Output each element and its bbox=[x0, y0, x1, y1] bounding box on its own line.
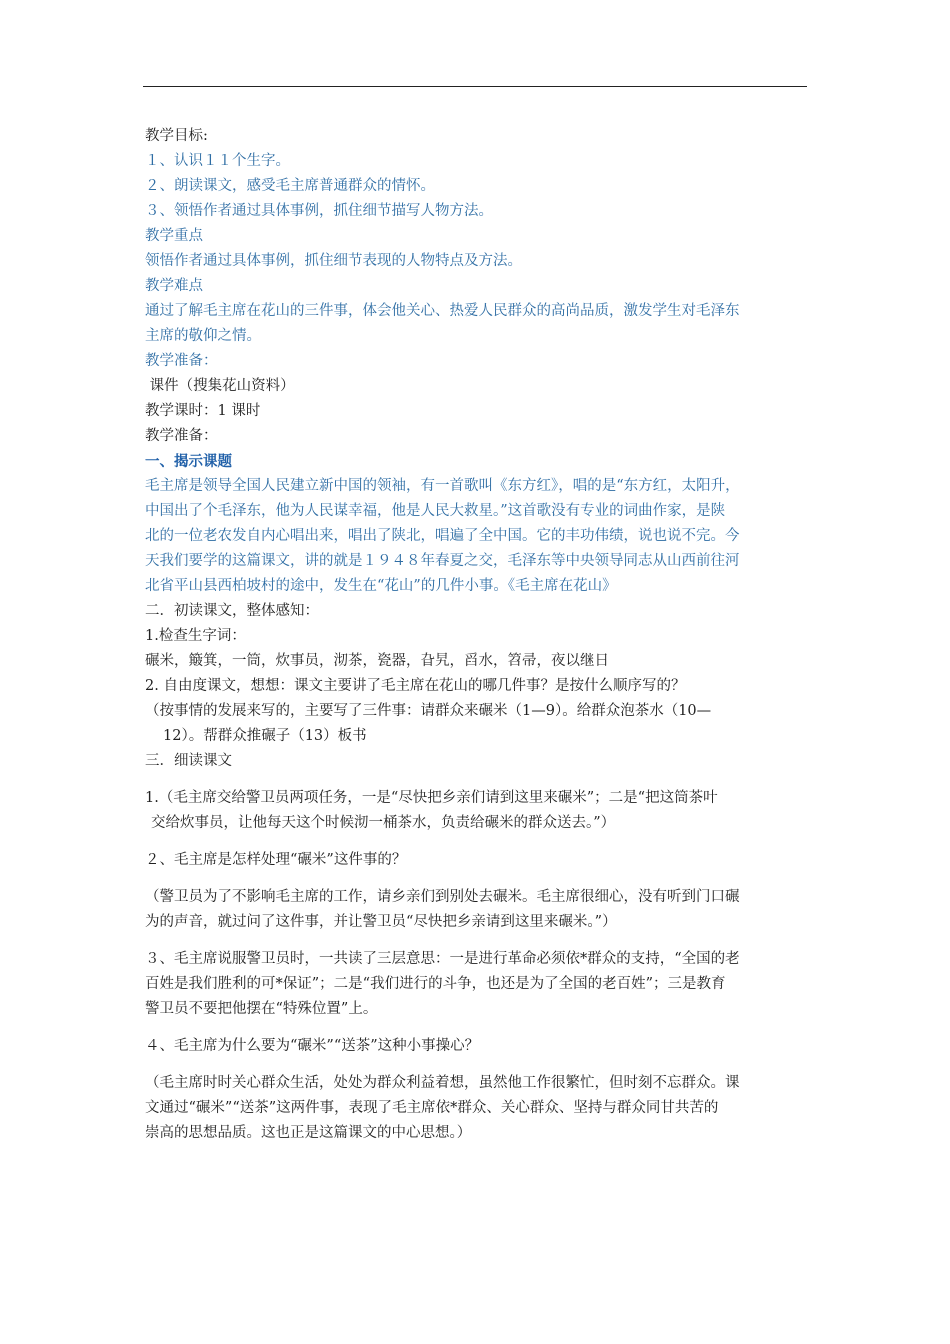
q4-text: ４、毛主席为什么要为“碾米”“送茶”这种小事操心？ bbox=[145, 1038, 480, 1054]
section1-paragraph-line: 毛主席是领导全国人民建立新中国的领袖，有一首歌叫《东方红》，唱的是“东方红，太阳升， bbox=[145, 478, 740, 494]
a2-text: 为的声音，就过问了这件事，并让警卫员“尽快把乡亲请到这里来碾米。”） bbox=[145, 914, 617, 930]
q1-text: 交给炊事员，让他每天这个时候沏一桶茶水，负责给碾米的群众送去。”） bbox=[151, 815, 616, 831]
q3-text: 警卫员不要把他摆在“特殊位置”上。 bbox=[145, 1001, 378, 1017]
section2-heading: 二．初读课文，整体感知： bbox=[145, 603, 319, 619]
section2-answer: （按事情的发展来写的，主要写了三件事：请群众来碾米（1—9）。给群众泡茶水（10— bbox=[145, 703, 712, 719]
section2-item1: 1.检查生字词： bbox=[145, 628, 246, 644]
section3-heading: 三．细读课文 bbox=[145, 753, 232, 769]
q3-text: ３、毛主席说服警卫员时，一共读了三层意思：一是进行革命必须依*群众的支持，“全国的老 bbox=[145, 951, 740, 967]
section1-paragraph-line: 天我们要学的这篇课文，讲的就是１９４８年春夏之交，毛泽东等中央领导同志从山西前往河 bbox=[145, 553, 740, 569]
section1-paragraph-line: 北的一位老农发自内心唱出来，唱出了陕北，唱遍了全中国。它的丰功伟绩，说也说不完。今 bbox=[145, 528, 740, 544]
difficulties-text: 主席的敬仰之情。 bbox=[145, 328, 261, 344]
a4-text: 文通过“碾米”“送茶”这两件事，表现了毛主席依*群众、关心群众、坚持与群众同甘共苦的 bbox=[145, 1100, 719, 1116]
q1-text: 1.（毛主席交给警卫员两项任务，一是“尽快把乡亲们请到这里来碾米”；二是“把这筒茶叶 bbox=[145, 790, 718, 806]
preparation-heading: 教学准备： bbox=[145, 353, 218, 369]
objective-item: １、认识１１个生字。 bbox=[145, 153, 290, 169]
section2-answer: 12）。帮群众推碾子（13）板书 bbox=[163, 728, 367, 744]
preparation-heading-2: 教学准备： bbox=[145, 428, 218, 444]
header-rule bbox=[143, 86, 807, 87]
class-hours: 教学课时：1 课时 bbox=[145, 403, 261, 419]
difficulties-text: 通过了解毛主席在花山的三件事，体会他关心、热爱人民群众的高尚品质，激发学生对毛泽东 bbox=[145, 303, 740, 319]
objective-item: ３、领悟作者通过具体事例，抓住细节描写人物方法。 bbox=[145, 203, 493, 219]
q2-text: ２、毛主席是怎样处理“碾米”这件事的？ bbox=[145, 852, 407, 868]
key-points-text: 领悟作者通过具体事例，抓住细节表现的人物特点及方法。 bbox=[145, 253, 522, 269]
objectives-heading: 教学目标: bbox=[145, 128, 208, 144]
a4-text: 崇高的思想品质。这也正是这篇课文的中心思想。） bbox=[145, 1125, 472, 1141]
section2-item2: 2. 自由度课文，想想：课文主要讲了毛主席在花山的哪几件事？是按什么顺序写的？ bbox=[145, 678, 686, 694]
a2-text: （警卫员为了不影响毛主席的工作，请乡亲们到别处去碾米。毛主席很细心，没有听到门口碾 bbox=[145, 889, 740, 905]
a4-text: （毛主席时时关心群众生活，处处为群众利益着想，虽然他工作很繁忙，但时刻不忘群众。课 bbox=[145, 1075, 740, 1091]
preparation-item: 课件（搜集花山资料） bbox=[145, 378, 295, 394]
objective-item: ２、朗读课文，感受毛主席普通群众的情怀。 bbox=[145, 178, 435, 194]
key-points-heading: 教学重点 bbox=[145, 228, 203, 244]
difficulties-heading: 教学难点 bbox=[145, 278, 203, 294]
q3-text: 百姓是我们胜利的可*保证”；二是“我们进行的斗争，也还是为了全国的老百姓”；三是教育 bbox=[145, 976, 726, 992]
section1-paragraph-line: 北省平山县西柏坡村的途中，发生在“花山”的几件小事。《毛主席在花山》 bbox=[145, 578, 617, 594]
vocabulary-words: 碾米，簸箕，一筒，炊事员，沏茶，瓷器，旮旯，舀水，笤帚，夜以继日 bbox=[145, 653, 609, 669]
section1-paragraph-line: 中国出了个毛泽东，他为人民谋幸福，他是人民大救星。”这首歌没有专业的词曲作家，是陕 bbox=[145, 503, 726, 519]
section1-heading: 一、揭示课题 bbox=[145, 453, 232, 470]
document-body bbox=[145, 124, 809, 1146]
